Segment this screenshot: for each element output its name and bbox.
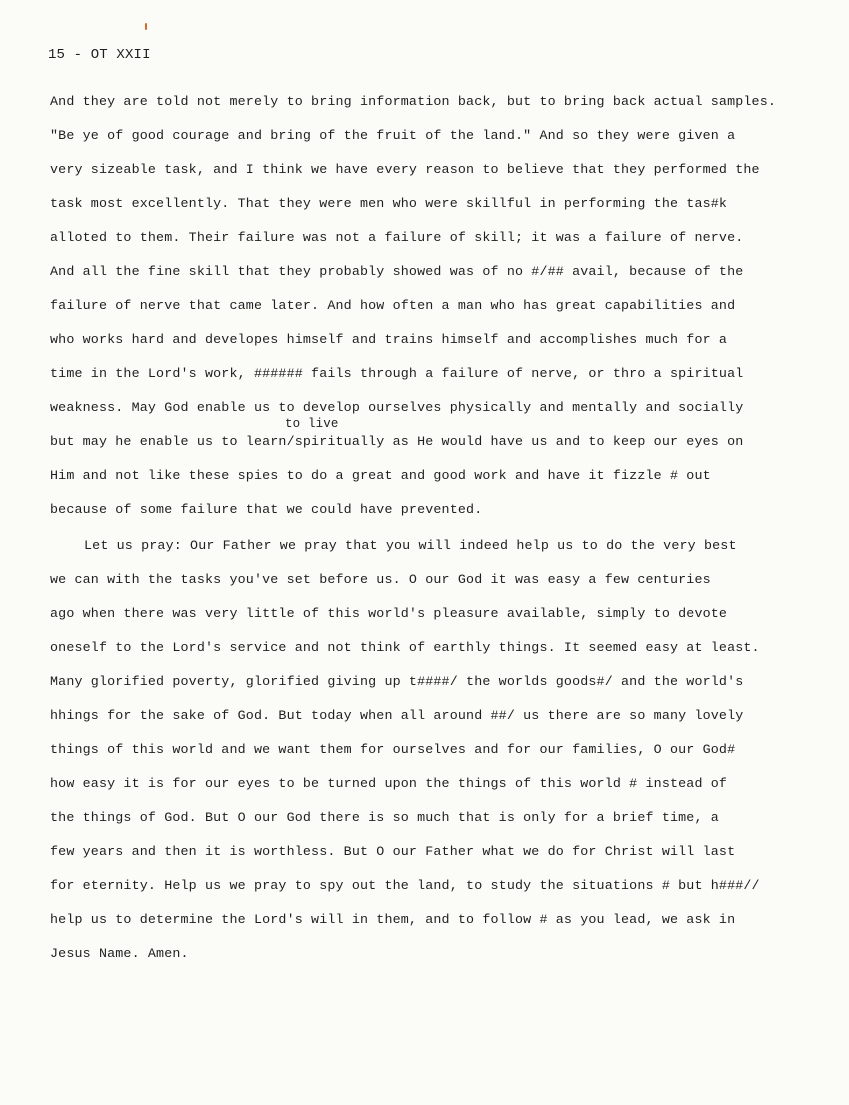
text-line: for eternity. Help us we pray to spy out the land, to study the situations # but h###// xyxy=(50,879,760,894)
text-line: And all the fine skill that they probably showed was of no #/## avail, because of the xyxy=(50,265,744,280)
text-line: how easy it is for our eyes to be turned upon the things of this world # instead of xyxy=(50,777,728,792)
text-line: task most excellently. That they were men who were skillful in performing the tas#k xyxy=(50,197,728,212)
handwritten-insertion: to live xyxy=(285,417,339,431)
text-line: because of some failure that we could have prevented. xyxy=(50,503,483,518)
text-line: Him and not like these spies to do a great and good work and have it fizzle # out xyxy=(50,469,711,484)
text-line: failure of nerve that came later. And how often a man who has great capabilities and xyxy=(50,299,736,314)
text-line: ago when there was very little of this world's pleasure available, simply to devote xyxy=(50,607,728,622)
text-line: time in the Lord's work, ###### fails through a failure of nerve, or thro a spiritual xyxy=(50,367,744,382)
text-line: alloted to them. Their failure was not a failure of skill; it was a failure of nerve. xyxy=(50,231,744,246)
page-header: 15 - OT XXII xyxy=(48,47,151,63)
text-line: help us to determine the Lord's will in them, and to follow # as you lead, we ask in xyxy=(50,913,736,928)
text-line: things of this world and we want them for ourselves and for our families, O our God# xyxy=(50,743,736,758)
text-line: the things of God. But O our God there is so much that is only for a brief time, a xyxy=(50,811,719,826)
text-line: And they are told not merely to bring information back, but to bring back actual samples. xyxy=(50,95,777,110)
text-line: Let us pray: Our Father we pray that you will indeed help us to do the very best xyxy=(84,539,737,554)
text-line: Jesus Name. Amen. xyxy=(50,947,189,962)
text-line: who works hard and developes himself and trains himself and accomplishes much for a xyxy=(50,333,728,348)
text-line: Many glorified poverty, glorified giving up t####/ the worlds goods#/ and the world's xyxy=(50,675,744,690)
text-line: hhings for the sake of God. But today when all around ##/ us there are so many lovely xyxy=(50,709,744,724)
text-line: "Be ye of good courage and bring of the fruit of the land." And so they were given a xyxy=(50,129,736,144)
text-line: very sizeable task, and I think we have every reason to believe that they performed the xyxy=(50,163,760,178)
text-line: oneself to the Lord's service and not think of earthly things. It seemed easy at least. xyxy=(50,641,760,656)
text-line: we can with the tasks you've set before us. O our God it was easy a few centuries xyxy=(50,573,711,588)
text-line: few years and then it is worthless. But O our Father what we do for Christ will last xyxy=(50,845,736,860)
text-line: but may he enable us to learn/spiritually as He would have us and to keep our eyes on xyxy=(50,435,744,450)
orange-mark xyxy=(145,23,147,30)
text-line: weakness. May God enable us to develop ourselves physically and mentally and socially xyxy=(50,401,744,416)
